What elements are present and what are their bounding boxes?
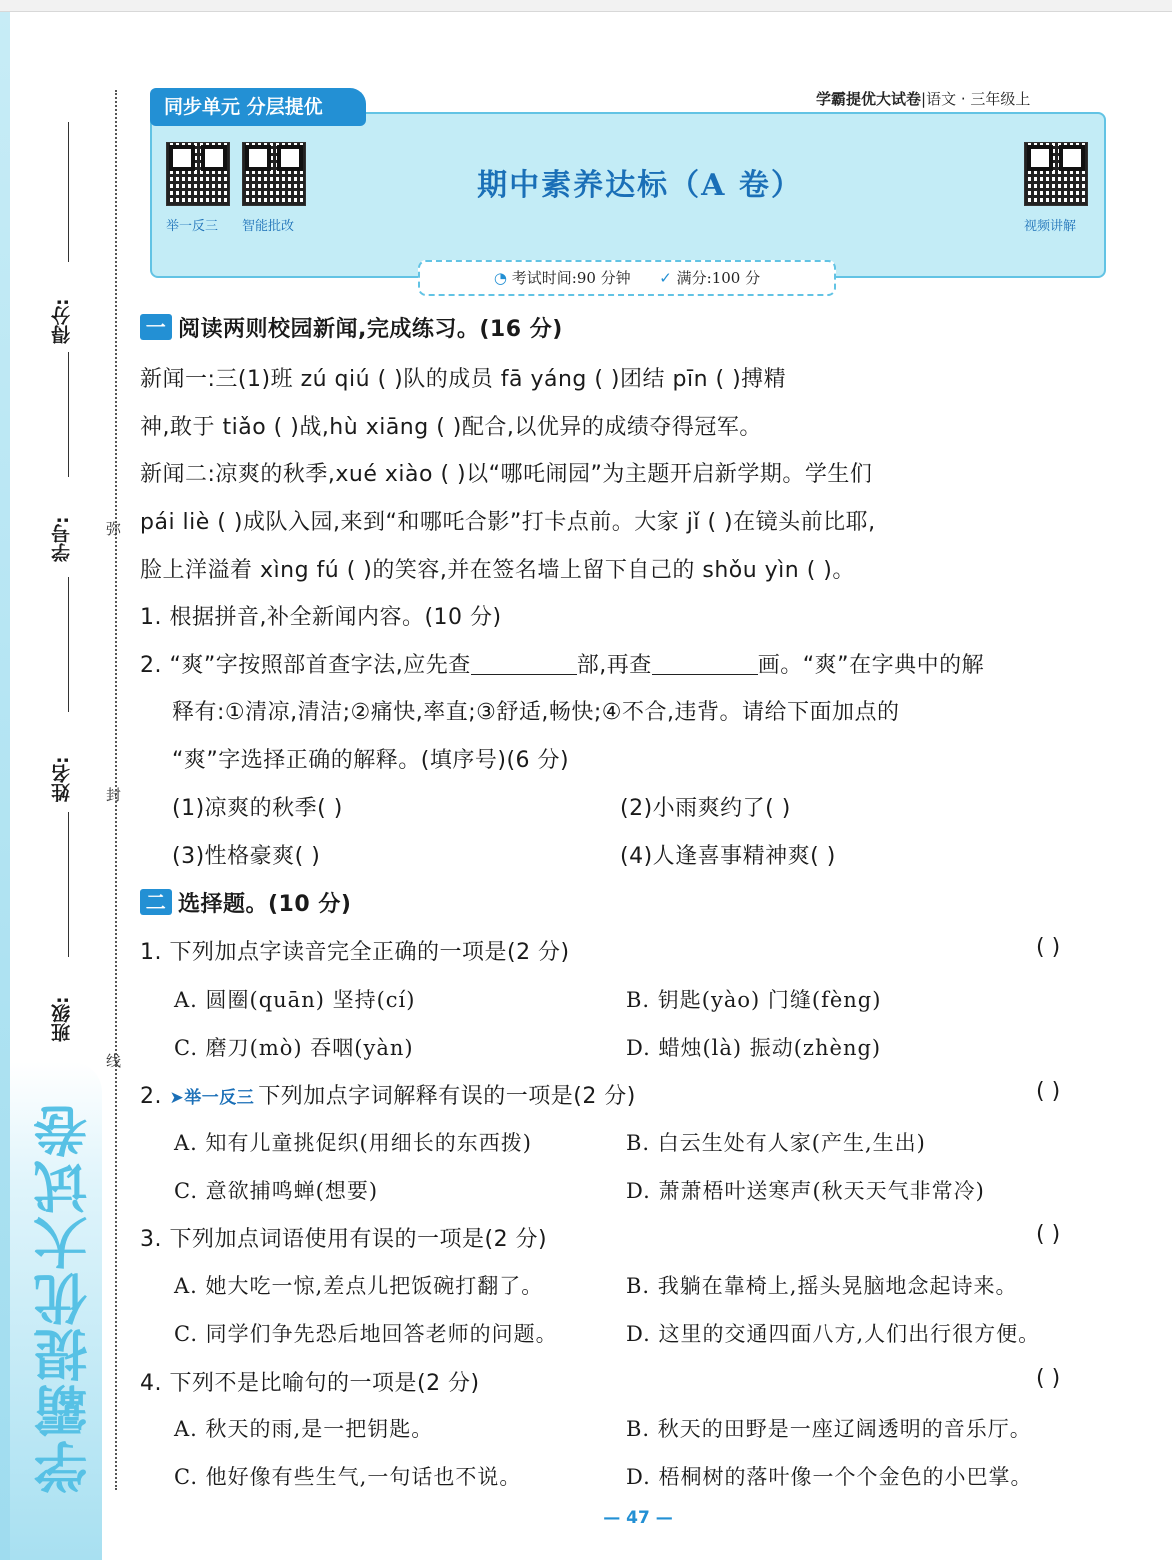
mc-question-stem: 4. 下列不是比喻句的一项是(2 分) [140, 1371, 480, 1396]
mc-question-stem: 3. 下列加点词语使用有误的一项是(2 分) [140, 1227, 548, 1252]
score-label: 得分: [51, 298, 73, 344]
full-score: 满分:100 分 [676, 269, 761, 287]
qr-code-icon[interactable] [242, 142, 306, 206]
edge-band [0, 12, 10, 1560]
q2-part-b: 部,再查 [576, 653, 652, 678]
option-b[interactable]: B. 秋天的田野是一座辽阔透明的音乐厅。 [626, 1417, 1032, 1441]
field-line [68, 577, 69, 712]
news-line: 神,敢于 tiǎo ( )战,hù xiāng ( )配合,以优异的成绩夺得冠军。 [140, 415, 762, 440]
unit-tag: 同步单元 分层提优 [150, 88, 366, 126]
news-line: pái liè ( )成队入园,来到“和哪吒合影”打卡点前。大家 jǐ ( )在镜头前比耶, [140, 510, 876, 535]
option-a[interactable]: A. 秋天的雨,是一把钥匙。 [174, 1417, 434, 1441]
answer-parentheses[interactable]: ( ) [1036, 1079, 1061, 1104]
option-c[interactable]: C. 他好像有些生气,一句话也不说。 [174, 1465, 522, 1489]
option-b[interactable]: B. 钥匙(yào) 门缝(fèng) [626, 988, 882, 1012]
option-a[interactable]: A. 圆圈(quān) 坚持(cí) [174, 988, 416, 1012]
option-a[interactable]: A. 她大吃一惊,差点儿把饭碗打翻了。 [174, 1274, 544, 1298]
clock-icon: ◔ [493, 269, 507, 287]
option-d[interactable]: D. 这里的交通四面八方,人们出行很方便。 [626, 1322, 1041, 1346]
q2-part-a: 2. “爽”字按照部首查字法,应先查 [140, 653, 471, 678]
seal-char: 弥 [106, 520, 122, 538]
option-c[interactable]: C. 磨刀(mò) 吞咽(yàn) [174, 1036, 414, 1060]
qr-caption: 举一反三 [166, 219, 219, 234]
mc-question-stem: 1. 下列加点字读音完全正确的一项是(2 分) [140, 940, 570, 965]
question-2-line: 释有:①清凉,清洁;②痛快,率直;③舒适,畅快;④不合,违背。请给下面加点的 [172, 700, 900, 725]
series-title [816, 88, 1030, 109]
exam-title: 期中素养达标（A 卷） [477, 168, 803, 203]
option-d[interactable]: D. 萧萧梧叶送寒声(秋天天气非常冷) [626, 1179, 985, 1203]
class-label: 班级: [51, 996, 73, 1042]
news-line: 新闻二:凉爽的秋季,xué xiào ( )以“哪吒闹园”为主题开启新学期。学生们 [140, 462, 873, 487]
option-d[interactable]: D. 梧桐树的落叶像一个个金色的小巴掌。 [626, 1465, 1033, 1489]
seal-char: 线 [106, 1052, 122, 1070]
seal-char: 封 [106, 786, 122, 804]
field-line [68, 352, 69, 477]
brand-panel [10, 1062, 102, 1560]
qr-code-icon[interactable] [1024, 142, 1088, 206]
answer-blank[interactable] [652, 653, 758, 675]
field-line [68, 812, 69, 957]
option-b[interactable]: B. 白云生处有人家(产生,生出) [626, 1131, 926, 1155]
section-title: 选择题。(10 分) [178, 892, 352, 917]
exam-info [418, 260, 836, 296]
exam-time: 考试时间:90 分钟 [511, 269, 631, 287]
news-line: 新闻一:三(1)班 zú qiú ( )队的成员 fā yáng ( )团结 pīn ( )搏精 [140, 367, 787, 392]
check-icon: ✓ [659, 269, 672, 287]
question-1: 1. 根据拼音,补全新闻内容。(10 分) [140, 605, 502, 630]
sub-question[interactable]: (3)性格豪爽( ) [172, 844, 321, 869]
option-c[interactable]: C. 意欲捕鸣蝉(想要) [174, 1179, 379, 1203]
section-1-heading [140, 312, 563, 343]
option-a[interactable]: A. 知有儿童挑促织(用细长的东西拨) [174, 1131, 532, 1155]
news-line: 脸上洋溢着 xìng fú ( )的笑容,并在签名墙上留下自己的 shǒu yìn ( )。 [140, 558, 855, 583]
mc-question-stem [140, 1079, 636, 1110]
section-2-heading [140, 887, 351, 918]
answer-parentheses[interactable]: ( ) [1036, 1366, 1061, 1391]
sub-question[interactable]: (2)小雨爽约了( ) [620, 796, 791, 821]
answer-parentheses[interactable]: ( ) [1036, 935, 1061, 960]
qr-code-icon[interactable] [166, 142, 230, 206]
brand-text: 学霸提优大试卷 [33, 1102, 96, 1494]
field-line [68, 122, 69, 262]
question-number: 2. [140, 1084, 170, 1109]
q2-part-c: 画。“爽”在字典中的解 [757, 653, 985, 678]
option-d[interactable]: D. 蜡烛(là) 振动(zhèng) [626, 1036, 882, 1060]
question-2 [140, 648, 984, 679]
sub-question[interactable]: (1)凉爽的秋季( ) [172, 796, 343, 821]
top-edge [0, 0, 1172, 12]
question-text: 下列加点字词解释有误的一项是(2 分) [258, 1084, 636, 1109]
binding-strip [0, 12, 104, 1560]
student-id-label: 学号: [51, 516, 73, 562]
sub-question[interactable]: (4)人逢喜事精神爽( ) [620, 844, 836, 869]
section-number: 二 [140, 889, 172, 915]
question-2-line: “爽”字选择正确的解释。(填序号)(6 分) [172, 748, 570, 773]
answer-parentheses[interactable]: ( ) [1036, 1222, 1061, 1247]
section-number: 一 [140, 314, 172, 340]
series-subject: |语文 · 三年级上 [921, 90, 1031, 108]
option-b[interactable]: B. 我躺在靠椅上,摇头晃脑地念起诗来。 [626, 1274, 1018, 1298]
qr-caption: 智能批改 [242, 219, 295, 234]
series-name: 学霸提优大试卷 [816, 90, 922, 108]
answer-blank[interactable] [471, 653, 577, 675]
page-number: — 47 — [603, 1508, 673, 1528]
qr-caption: 视频讲解 [1024, 219, 1077, 234]
option-c[interactable]: C. 同学们争先恐后地回答老师的问题。 [174, 1322, 558, 1346]
section-title: 阅读两则校园新闻,完成练习。(16 分) [178, 317, 563, 342]
name-label: 姓名: [51, 756, 73, 802]
practice-tag[interactable]: ➤举一反三 [169, 1088, 255, 1108]
